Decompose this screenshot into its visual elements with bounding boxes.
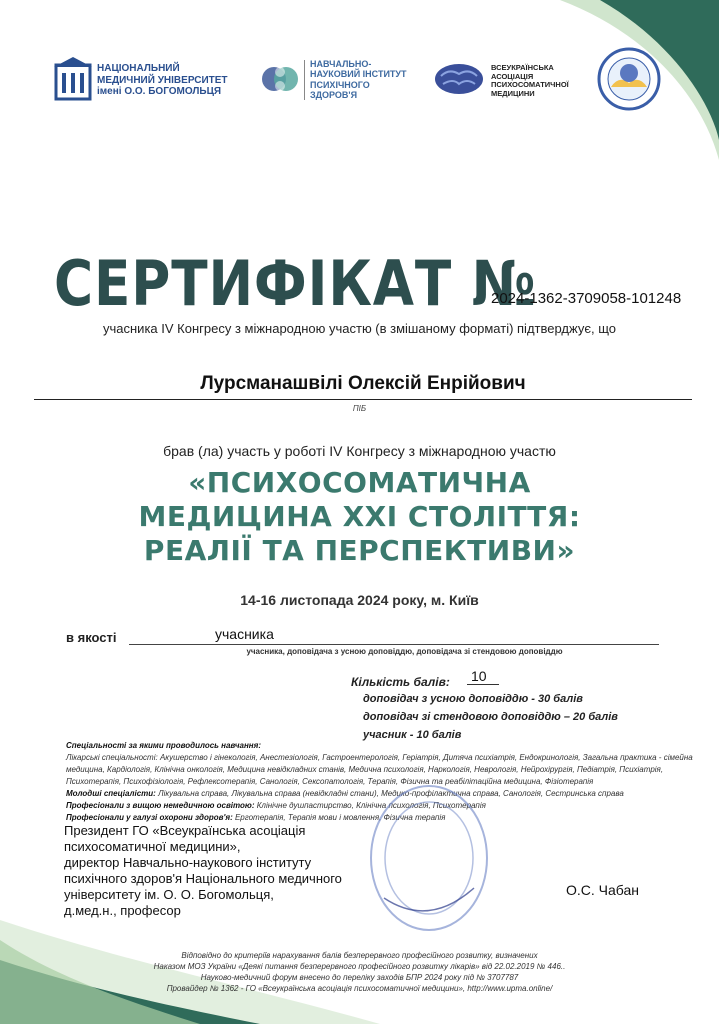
role-hint: учасника, доповідача з усною доповіддю, доповідача зі стендовою доповіддю	[246, 647, 563, 656]
role-underline	[129, 644, 659, 645]
name-underline	[34, 399, 692, 400]
congress-title: «ПСИХОСОМАТИЧНА МЕДИЦИНА XXI СТОЛІТТЯ: РЕАЛІЇ ТА ПЕРСПЕКТИВИ»	[138, 466, 581, 567]
points-value: 10	[471, 668, 487, 684]
logo-divider	[304, 60, 305, 100]
points-list: доповідач з усною доповіддю - 30 балів доповідач зі стендовою доповіддю – 20 балів учасник - 10 балів	[363, 693, 618, 741]
university-name: НАЦІОНАЛЬНИЙ МЕДИЧНИЙ УНІВЕРСИТЕТ імені О.О. БОГОМОЛЬЦЯ	[97, 63, 228, 97]
institute-name: НАВЧАЛЬНО- НАУКОВИЙ ІНСТИТУТ ПСИХІЧНОГО ЗДОРОВ'Я	[310, 59, 407, 101]
association-seal-icon	[597, 47, 661, 111]
congress-dates: 14-16 листопада 2024 року, м. Київ	[240, 592, 479, 608]
name-caption: ПІБ	[352, 404, 367, 413]
participation-text: брав (ла) участь у роботі IV Конгресу з міжнародною участю	[163, 443, 556, 459]
role-label: в якості	[66, 630, 117, 645]
signer-name: О.С. Чабан	[566, 882, 640, 898]
official-stamp-icon	[364, 778, 494, 938]
role-value: учасника	[215, 626, 274, 642]
university-emblem-icon	[54, 57, 92, 101]
certificate-number: 2024-1362-3709058-101248	[491, 290, 682, 307]
footer-text: Відповідно до критеріїв нарахування балів безперервного професійного розвитку, визначених Наказом МОЗ України «Деякі питання безперервного професійного розвитку лікарів» від 22.02.2019 № 446.. Науково-медичний форум внесено до переліку заходів БПР 2024 року під № 3707787 Провайдер № 1362 - ГО «Всеукраїнська асоціація психосоматичної медицини», http://www.upma.online/	[153, 951, 566, 993]
participant-name: Лурсманашвілі Олексій Енрійович	[200, 373, 526, 394]
confirmation-text: учасника IV Конгресу з міжнародною участю (в змішаному форматі) підтверджує, що	[103, 321, 616, 336]
specialties-block: Спеціальності за якими проводилось навчання: Лікарські спеціальності: Акушерство і гінекологія, Анестезіологія, Гастроентерологія, Геріатрія, Дитяча психіатрія, Ендокринологія, Загальна практика - сімейна медицина, Кардіологія, Клінічна онкологія, Медицина невідкладних станів, Медична психологія, Наркологія, Неврологія, Нейрохірургія, Педіатрія, Психіатрія, Психотерапія, Психофізіологія, Рефлексотерапія, Санологія, Сексопатологія, Терапія, Фізична та реабілітаційна медицина, Фізіотерапія Молодші спеціалісти: Лікувальна справа, Лікувальна справа (невідкладні стани), Медико-профілактична справа, Санологія, Сестринська справа Професіонали з вищою немедичною освітою: Клінічне душпастирство, Клінічна психологія, Психотерапія Професіонали у галузі охорони здоров'я: Ерготерапія, Терапія мови і мовлення, Фізична терапія	[66, 741, 693, 822]
certificate-title: СЕРТИФІКАТ №	[54, 247, 537, 320]
president-title: Президент ГО «Всеукраїнська асоціація психосоматичної медицини», директор Навчально-наукового інституту психічного здоров'я Національного медичного університету ім. О. О. Богомольця, д.мед.н., професор	[64, 823, 342, 918]
institute-emblem-icon	[260, 60, 300, 98]
points-underline	[467, 684, 499, 685]
brain-icon	[433, 62, 485, 96]
university-logo	[54, 57, 92, 106]
association-name: ВСЕУКРАЇНСЬКА АСОЦІАЦІЯ ПСИХОСОМАТИЧНОЇ МЕДИЦИНИ	[491, 63, 569, 98]
points-label: Кількість балів:	[351, 675, 450, 689]
